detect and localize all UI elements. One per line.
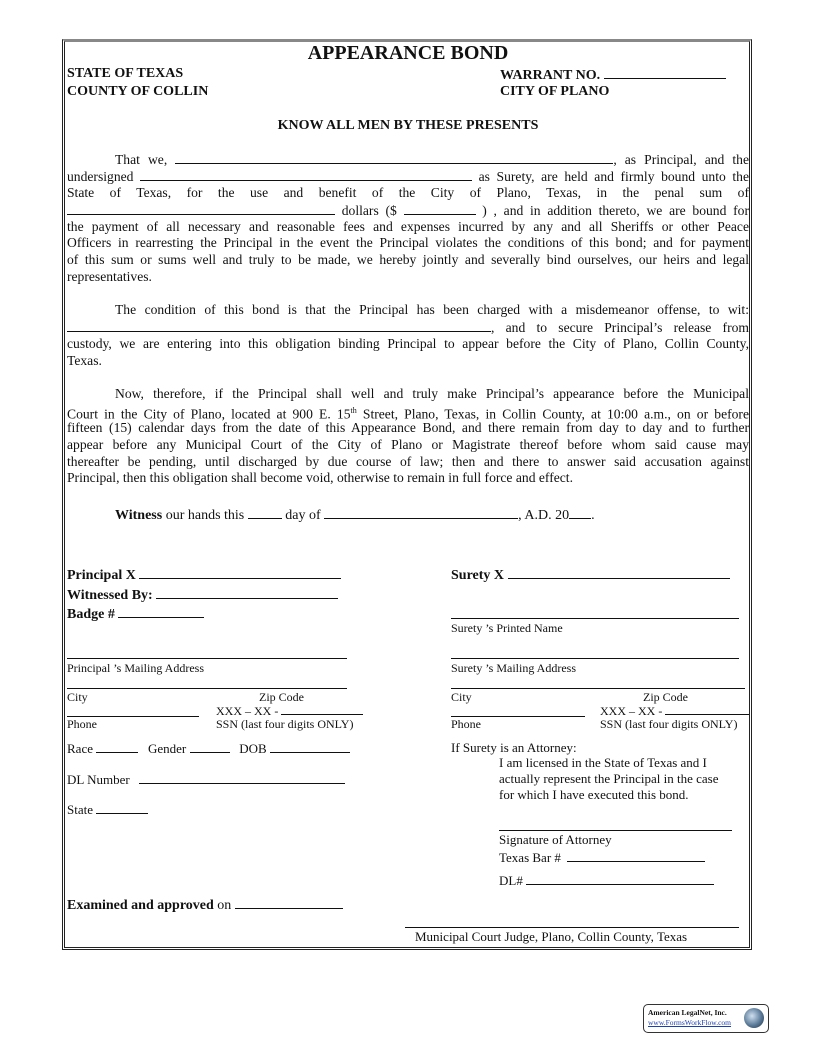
principal-city-zip-field[interactable] <box>67 688 347 689</box>
state-field[interactable] <box>96 801 148 814</box>
attorney-signature-label: Signature of Attorney <box>499 832 612 847</box>
know-all-men-heading: KNOW ALL MEN BY THESE PRESENTS <box>277 118 539 133</box>
globe-icon <box>744 1008 764 1028</box>
principal-signature-row: Principal X <box>67 566 341 584</box>
header-county: COUNTY OF COLLIN <box>67 84 209 99</box>
witnessed-by-field[interactable] <box>156 586 338 599</box>
state-row: State <box>67 801 148 818</box>
dl-number-row: DL Number <box>67 771 345 788</box>
forms-workflow-link[interactable]: www.FormsWorkFlow.com <box>648 1018 732 1027</box>
principal-mailing-label: Principal ’s Mailing Address <box>67 661 204 675</box>
offense-field[interactable] <box>67 319 491 332</box>
document-title: APPEARANCE BOND <box>307 42 509 64</box>
attorney-text-line-1: I am licensed in the State of Texas and I <box>499 755 707 770</box>
surety-name-field[interactable] <box>140 168 472 181</box>
texas-bar-field[interactable] <box>567 849 705 862</box>
gender-field[interactable] <box>190 740 230 753</box>
witnessed-by-row: Witnessed By: <box>67 586 338 604</box>
principal-mailing-address-field[interactable] <box>67 658 347 659</box>
surety-city-label: City <box>451 690 472 704</box>
attorney-dl-row: DL# <box>499 872 714 889</box>
principal-city-label: City <box>67 690 88 704</box>
surety-city-zip-field[interactable] <box>451 688 745 689</box>
principal-phone-label: Phone <box>67 717 97 731</box>
judge-signature-field[interactable] <box>405 927 739 928</box>
witness-year-field[interactable] <box>569 506 591 519</box>
surety-zip-label: Zip Code <box>643 690 688 704</box>
principal-demographics-row: Race Gender DOB <box>67 740 350 757</box>
surety-ssn-field[interactable] <box>665 704 749 715</box>
header-state: STATE OF TEXAS <box>67 66 184 81</box>
surety-ssn-label: SSN (last four digits ONLY) <box>600 717 738 731</box>
texas-bar-row: Texas Bar # <box>499 849 705 866</box>
attorney-dl-field[interactable] <box>526 872 714 885</box>
principal-ssn-row: XXX – XX - <box>216 704 363 719</box>
witness-month-field[interactable] <box>324 506 518 519</box>
surety-ssn-row: XXX – XX - <box>600 704 749 719</box>
judge-label: Municipal Court Judge, Plano, Collin County, Texas <box>415 929 688 944</box>
principal-ssn-field[interactable] <box>281 704 363 715</box>
surety-signature-row: Surety X <box>451 566 730 584</box>
surety-phone-label: Phone <box>451 717 481 731</box>
warrant-number-field[interactable] <box>604 66 726 79</box>
principal-ssn-label: SSN (last four digits ONLY) <box>216 717 354 731</box>
penal-sum-words-field[interactable] <box>67 202 335 215</box>
attorney-heading: If Surety is an Attorney: <box>451 740 577 755</box>
warrant-label: WARRANT NO. <box>500 66 726 84</box>
paragraph-condition: The condition of this bond is that the Principal has been charged with a misdemeanor offense, to wit: , and to secure Principal’s release from custody, we are entering into this obligation binding Principal to appear before the City of Plano, Collin County, Texas. <box>67 302 749 368</box>
witness-day-field[interactable] <box>248 506 282 519</box>
surety-printed-name-label: Surety ’s Printed Name <box>451 621 563 635</box>
attorney-text-line-2: actually represent the Principal in the case <box>499 771 719 786</box>
surety-mailing-address-field[interactable] <box>451 658 739 659</box>
witness-line: Witness our hands this day of , A.D. 20 . <box>115 508 595 523</box>
dob-field[interactable] <box>270 740 350 753</box>
examined-approved-row: Examined and approved on <box>67 896 343 914</box>
badge-field[interactable] <box>118 605 204 618</box>
header-city: CITY OF PLANO <box>500 84 610 99</box>
paragraph-appearance: Now, therefore, if the Principal shall well and truly make Principal’s appearance before the Municipal Court in the City of Plano, located at 900 E. 15th Street, Plano, Texas, in Collin County, at 10:00 a.m., on or before fifteen (15) calendar days from the date of this Appearance Bond, and there remain from day to day and to further appear before any Municipal Court of the City of Plano or Magistrate thereof before whom said cause may thereafter be pending, until discharged by due course of law; then and there to answer said accusation against Principal, then this obligation shall become void, otherwise to remain in full force and effect. <box>67 386 749 486</box>
surety-printed-name-field[interactable] <box>451 618 739 619</box>
race-field[interactable] <box>96 740 138 753</box>
attorney-text-line-3: for which I have executed this bond. <box>499 787 689 802</box>
attorney-signature-field[interactable] <box>499 830 732 831</box>
penal-sum-amount-field[interactable] <box>404 202 476 215</box>
surety-signature-field[interactable] <box>508 566 730 579</box>
surety-mailing-label: Surety ’s Mailing Address <box>451 661 576 675</box>
approval-date-field[interactable] <box>235 896 343 909</box>
dl-number-field[interactable] <box>139 771 345 784</box>
american-legalnet-logo[interactable]: American LegalNet, Inc. www.FormsWorkFlow.com <box>643 1004 769 1033</box>
badge-row: Badge # <box>67 605 204 623</box>
principal-name-field[interactable] <box>175 151 613 164</box>
principal-signature-field[interactable] <box>139 566 341 579</box>
principal-zip-label: Zip Code <box>259 690 304 704</box>
paragraph-bond-obligation: That we, , as Principal, and the undersigned as Surety, are held and firmly bound unto the State of Texas, for the use and benefit of the City of Plano, Texas, in the penal sum of dollars ($ ) , and in addition thereto, we are bound for the payment of all necessary and reasonable fees and expenses incurred by any and all Sheriffs or other Peace Officers in rearresting the Principal in the event the Principal violates the conditions of this bond; and for payment of this sum or sums well and truly to be made, we hereby jointly and severally bind ourselves, our heirs and legal representatives. <box>67 152 750 285</box>
